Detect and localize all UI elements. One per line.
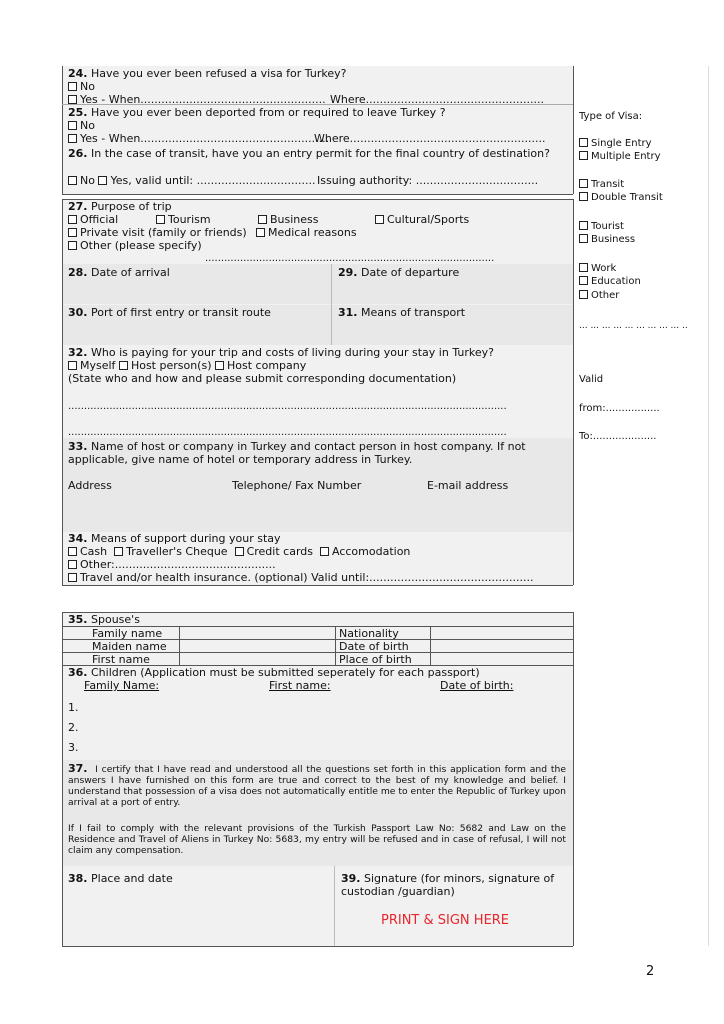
q24-yes-checkbox[interactable] [68, 95, 77, 104]
q26-options: No Yes, valid until: .................................. [68, 174, 316, 187]
q32-dots-line-1: .......................................................................................................................................... [68, 401, 507, 412]
other-checkbox[interactable] [579, 290, 588, 299]
education-checkbox[interactable] [579, 276, 588, 285]
q29-label: 29. Date of departure [338, 266, 460, 279]
q35-spouse-detail-fields[interactable] [431, 627, 572, 664]
sidebar-business[interactable]: Business [579, 234, 635, 246]
q24-no-option[interactable]: No [68, 80, 95, 93]
q27-private-checkbox[interactable] [68, 228, 77, 237]
sidebar-tourist[interactable]: Tourist [579, 221, 624, 233]
q27-official-checkbox[interactable] [68, 215, 77, 224]
multiple-entry-checkbox[interactable] [579, 151, 588, 160]
q26-issuing-authority: Issuing authority: ................................... [317, 174, 539, 187]
q37-compliance: If I fail to comply with the relevant provisions of the Turkish Passport Law No: 5682 and Law on the Residence and Travel of Aliens in Turkey No: 5683, my entry will be refused and in case of refusal, I will not claim any compensation. [68, 823, 566, 856]
q33-question-line2: applicable, give name of hotel or temporary address in Turkey. [68, 453, 413, 466]
q34-cash-checkbox[interactable] [68, 547, 77, 556]
q35-dob-label: Date of birth [339, 640, 409, 653]
sidebar-work[interactable]: Work [579, 263, 616, 275]
q33-question: 33. Name of host or company in Turkey and contact person in host company. If not [68, 440, 526, 453]
q24-yes-option[interactable]: Yes - When..................................................... [68, 93, 326, 106]
business-checkbox[interactable] [579, 234, 588, 243]
q38-label: 38. Place and date [68, 872, 173, 885]
q32-host-persons-checkbox[interactable] [119, 361, 128, 370]
sidebar-education[interactable]: Education [579, 276, 641, 288]
q25-question: 25. Have you ever been deported from or required to leave Turkey ? [68, 106, 446, 119]
sidebar-other[interactable]: Other [579, 290, 619, 302]
q26-yes-checkbox[interactable] [98, 176, 107, 185]
q35-first-name-label: First name [92, 653, 150, 666]
single-entry-checkbox[interactable] [579, 138, 588, 147]
q27-business-checkbox[interactable] [258, 215, 267, 224]
q27-cultural-checkbox[interactable] [375, 215, 384, 224]
q39-label: 39. Signature (for minors, signature of [341, 872, 555, 885]
sidebar-transit[interactable]: Transit [579, 179, 624, 191]
q35-nationality-label: Nationality [339, 627, 399, 640]
q36-row-3: 3. [68, 741, 79, 754]
q34-accom-checkbox[interactable] [320, 547, 329, 556]
double-transit-checkbox[interactable] [579, 192, 588, 201]
q35-pob-label: Place of birth [339, 653, 412, 666]
q34-question: 34. Means of support during your stay [68, 532, 281, 545]
q34-cheque-checkbox[interactable] [114, 547, 123, 556]
sidebar-valid-to: To:.................... [579, 431, 657, 442]
q25-yes-option[interactable]: Yes - When...................................................... [68, 132, 329, 145]
print-sign-here-notice: PRINT & SIGN HERE [381, 913, 510, 928]
q35-spouse-name-fields[interactable] [180, 627, 334, 664]
signature-field[interactable] [335, 900, 572, 945]
sidebar-single-entry[interactable]: Single Entry [579, 138, 652, 150]
q32-dots-line-2: .......................................................................................................................................... [68, 427, 507, 438]
q27-official-option[interactable]: Official [68, 213, 118, 226]
q34-other-option[interactable]: Other:.............................................. [68, 558, 276, 571]
q25-no-checkbox[interactable] [68, 121, 77, 130]
sidebar-type-of-visa: Type of Visa: [579, 111, 643, 122]
q32-question: 32. Who is paying for your trip and costs of living during your stay in Turkey? [68, 346, 494, 359]
q27-question: 27. Purpose of trip [68, 200, 172, 213]
q26-no-checkbox[interactable] [68, 176, 77, 185]
q27-private-option[interactable]: Private visit (family or friends) [68, 226, 247, 239]
q24-question: 24. Have you ever been refused a visa for Turkey? [68, 67, 347, 80]
q25-no-option[interactable]: No [68, 119, 95, 132]
q27-medical-checkbox[interactable] [256, 228, 265, 237]
q27-medical-option[interactable]: Medical reasons [256, 226, 357, 239]
q27-business-option[interactable]: Business [258, 213, 319, 226]
q39-label-line2: custodian /guardian) [341, 885, 455, 898]
q34-other-checkbox[interactable] [68, 560, 77, 569]
q27-tourism-checkbox[interactable] [156, 215, 165, 224]
q32-options: Myself Host person(s) Host company [68, 359, 306, 372]
q34-options: Cash Traveller's Cheque Credit cards Accomodation [68, 545, 410, 558]
sidebar-dots: ... ... ... ... ... ... ... ... ... .. [579, 321, 688, 331]
q36-question: 36. Children (Application must be submitted seperately for each passport) [68, 666, 480, 679]
q36-family-name-header: Family Name: [84, 679, 160, 692]
q32-myself-checkbox[interactable] [68, 361, 77, 370]
q36-first-name-header: First name: [269, 679, 331, 692]
q32-host-company-checkbox[interactable] [215, 361, 224, 370]
work-checkbox[interactable] [579, 263, 588, 272]
q32-instructions: (State who and how and please submit corresponding documentation) [68, 372, 457, 385]
sidebar-valid-from: from:................. [579, 403, 660, 414]
q28-label: 28. Date of arrival [68, 266, 170, 279]
q35-question: 35. Spouse's [68, 613, 140, 626]
sidebar-valid: Valid [579, 374, 604, 385]
q27-other-option[interactable]: Other (please specify) [68, 239, 202, 252]
q36-row-1: 1. [68, 701, 79, 714]
q33-address-label: Address [68, 479, 112, 492]
q27-other-dots: ........................................................................................... [205, 253, 495, 264]
sidebar-multiple-entry[interactable]: Multiple Entry [579, 151, 661, 163]
q27-cultural-option[interactable]: Cultural/Sports [375, 213, 469, 226]
transit-checkbox[interactable] [579, 179, 588, 188]
page-number: 2 [646, 964, 655, 979]
q37-certification: 37. I certify that I have read and understood all the questions set forth in this application form and the answers I have furnished on this form are true and correct to the best of my knowledge and belief. I understand that possession of a visa does not automatically entitle me to enter the Republic of Turkey upon arrival at a port of entry. [68, 762, 566, 808]
q36-dob-header: Date of birth: [440, 679, 514, 692]
sidebar-double-transit[interactable]: Double Transit [579, 192, 663, 204]
q31-label: 31. Means of transport [338, 306, 466, 319]
q24-where: Where................................................... [330, 93, 544, 106]
q34-credit-checkbox[interactable] [235, 547, 244, 556]
q36-row-2: 2. [68, 721, 79, 734]
q35-family-name-label: Family name [92, 627, 163, 640]
q25-yes-checkbox[interactable] [68, 134, 77, 143]
q33-phone-label: Telephone/ Fax Number [232, 479, 362, 492]
q25-where: Where........................................................ [314, 132, 546, 145]
q34-insurance-checkbox[interactable] [68, 573, 77, 582]
q27-other-checkbox[interactable] [68, 241, 77, 250]
tourist-checkbox[interactable] [579, 221, 588, 230]
q35-maiden-name-label: Maiden name [92, 640, 167, 653]
q30-label: 30. Port of first entry or transit route [68, 306, 271, 319]
q24-no-checkbox[interactable] [68, 82, 77, 91]
q34-insurance-option[interactable]: Travel and/or health insurance. (optional) Valid until:............................................... [68, 571, 534, 584]
q26-question: 26. In the case of transit, have you an entry permit for the final country of destination? [68, 147, 550, 160]
q27-tourism-option[interactable]: Tourism [156, 213, 211, 226]
q33-email-label: E-mail address [427, 479, 509, 492]
